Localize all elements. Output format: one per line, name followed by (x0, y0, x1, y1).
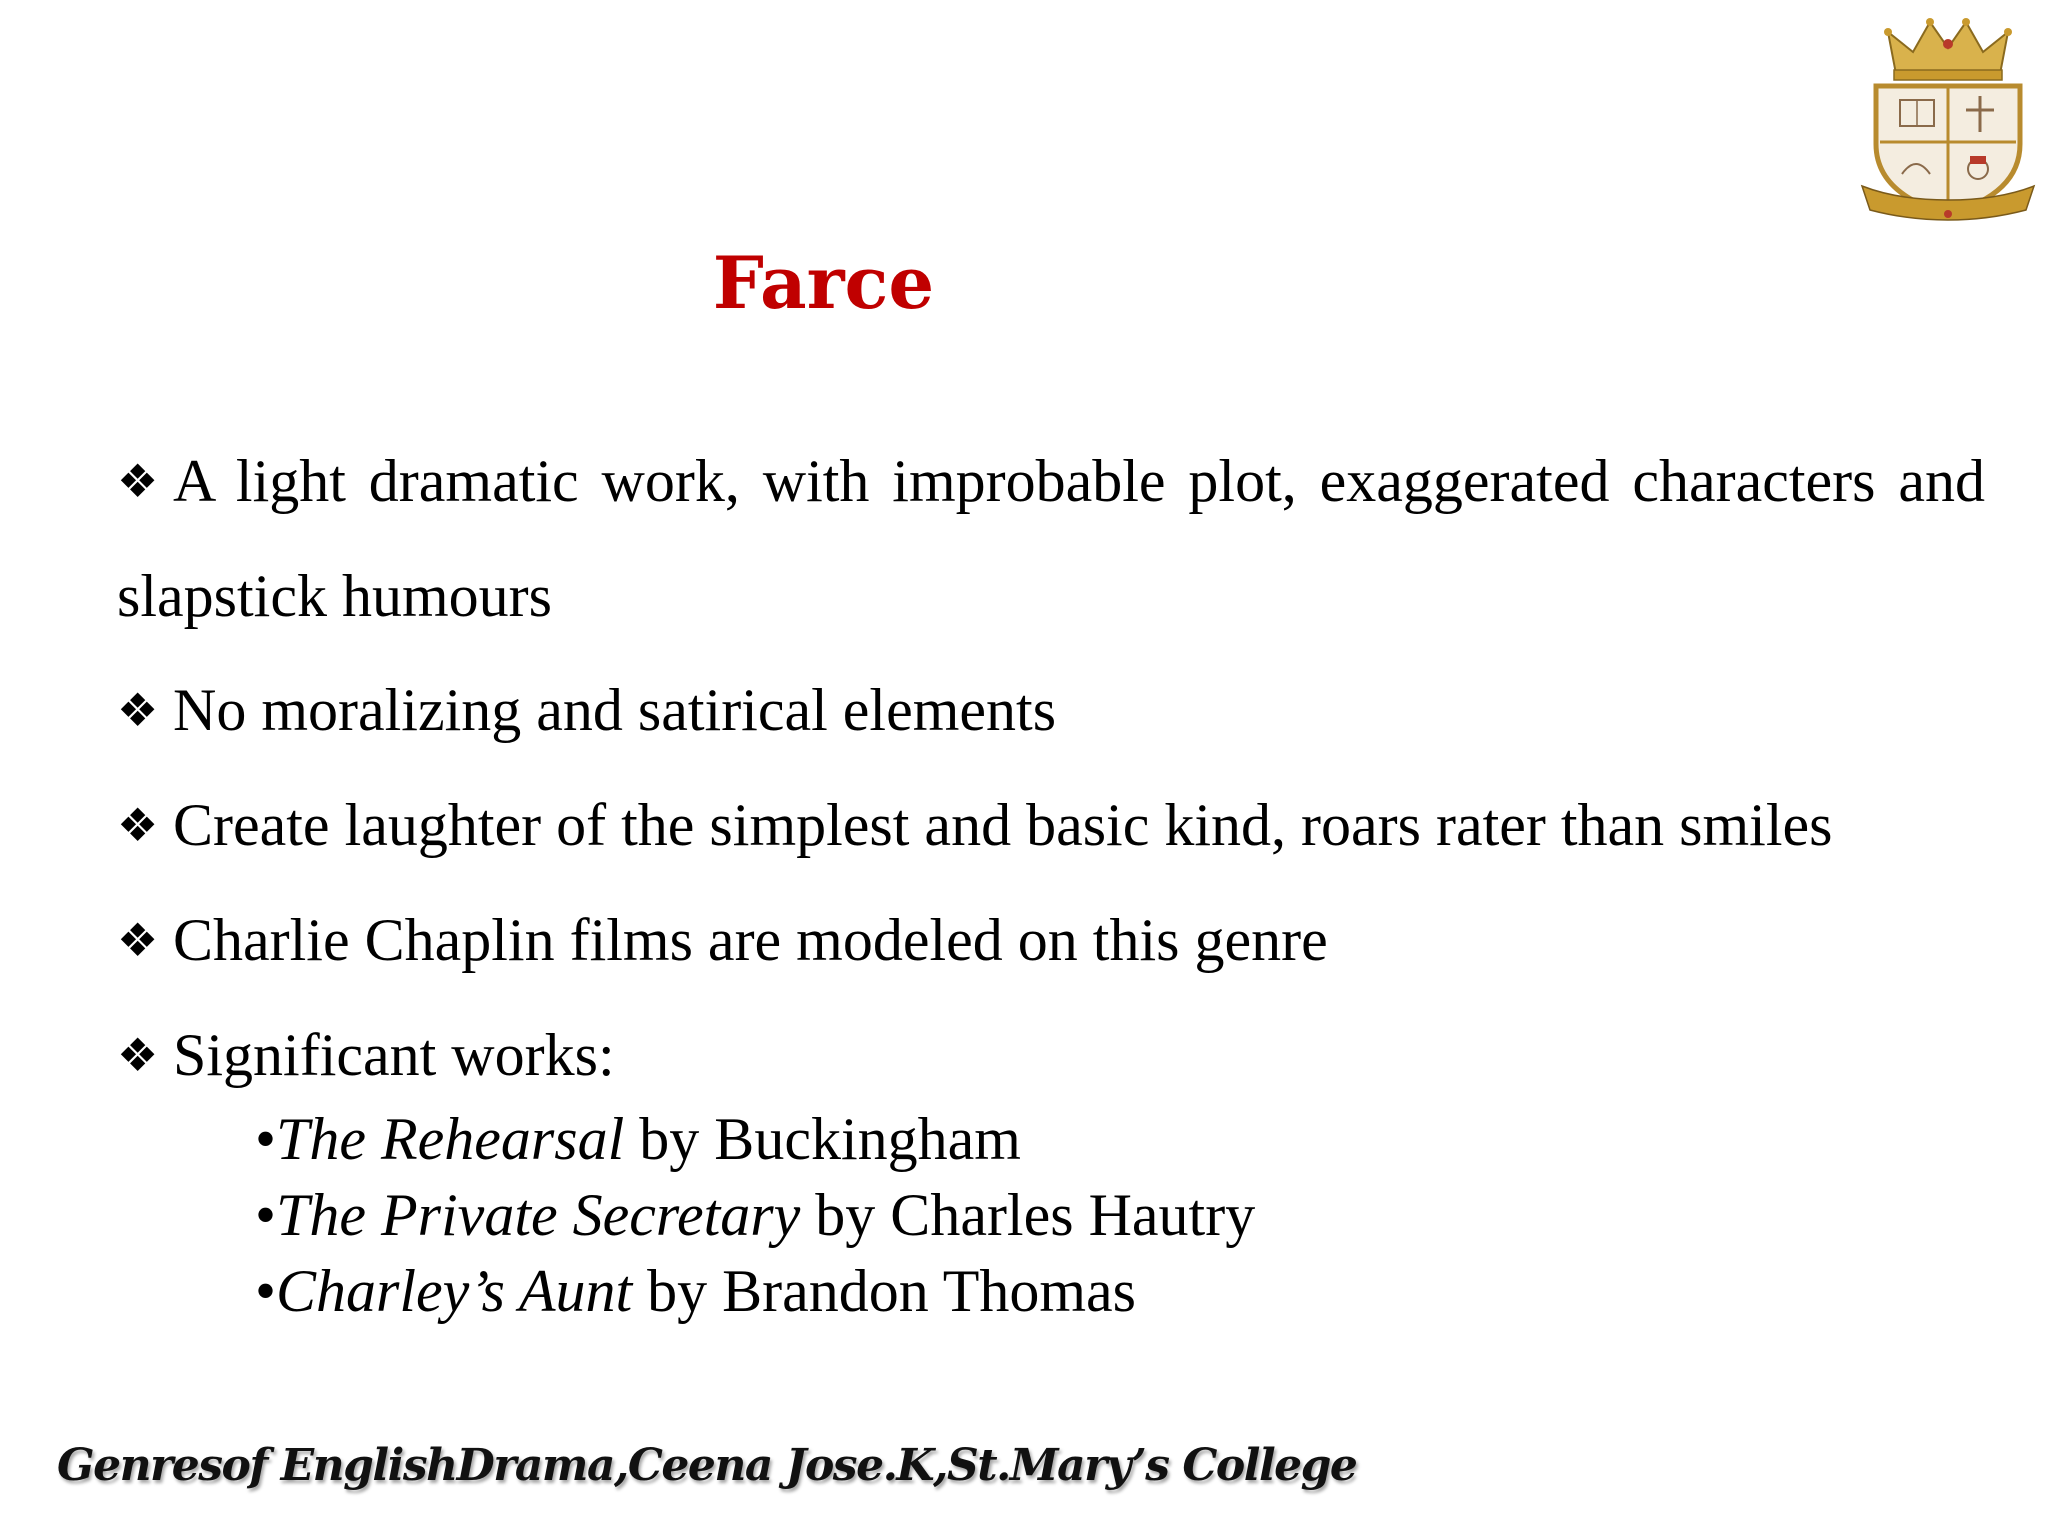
work-title: Charley’s Aunt (276, 1258, 633, 1324)
sub-bullet-icon: • (255, 1258, 277, 1324)
bullet-text: A light dramatic work, with improbable plot, exaggerated characters and slapstick humours (117, 448, 1985, 629)
shield-icon (1876, 86, 2020, 214)
bullet-item (117, 883, 1985, 998)
work-item (255, 1177, 1985, 1253)
bullet-text: No moralizing and satirical elements (173, 677, 1057, 743)
slide-footer: Genresof EnglishDrama,Ceena Jose.K,St.Mary’s College (57, 1440, 1357, 1491)
bullet-item (117, 424, 1985, 653)
work-item (255, 1253, 1985, 1329)
work-author: by Charles Hautry (800, 1182, 1256, 1248)
work-author: by Buckingham (624, 1106, 1021, 1172)
diamond-bullet-icon: ❖ (117, 915, 159, 966)
bullet-item (117, 768, 1985, 883)
bullet-text: Create laughter of the simplest and basic kind, roars rater than smiles (173, 792, 1833, 858)
sub-bullet-icon: • (255, 1106, 277, 1172)
work-item (255, 1101, 1985, 1177)
diamond-bullet-icon: ❖ (117, 685, 159, 736)
crown-icon (1884, 18, 2012, 80)
bullet-text: Significant works: (173, 1022, 615, 1088)
college-crest-logo (1858, 14, 2038, 224)
work-author: by Brandon Thomas (632, 1258, 1137, 1324)
bullet-list (117, 424, 1985, 1329)
works-list (255, 1101, 1985, 1329)
diamond-bullet-icon: ❖ (117, 1030, 159, 1081)
bullet-item (117, 998, 1985, 1113)
slide-title: Farce (712, 240, 935, 325)
diamond-bullet-icon: ❖ (117, 456, 159, 507)
work-title: The Rehearsal (276, 1106, 625, 1172)
bullet-text: Charlie Chaplin films are modeled on this genre (173, 907, 1328, 973)
bullet-item (117, 653, 1985, 768)
work-title: The Private Secretary (276, 1182, 801, 1248)
sub-bullet-icon: • (255, 1182, 277, 1248)
diamond-bullet-icon: ❖ (117, 800, 159, 851)
